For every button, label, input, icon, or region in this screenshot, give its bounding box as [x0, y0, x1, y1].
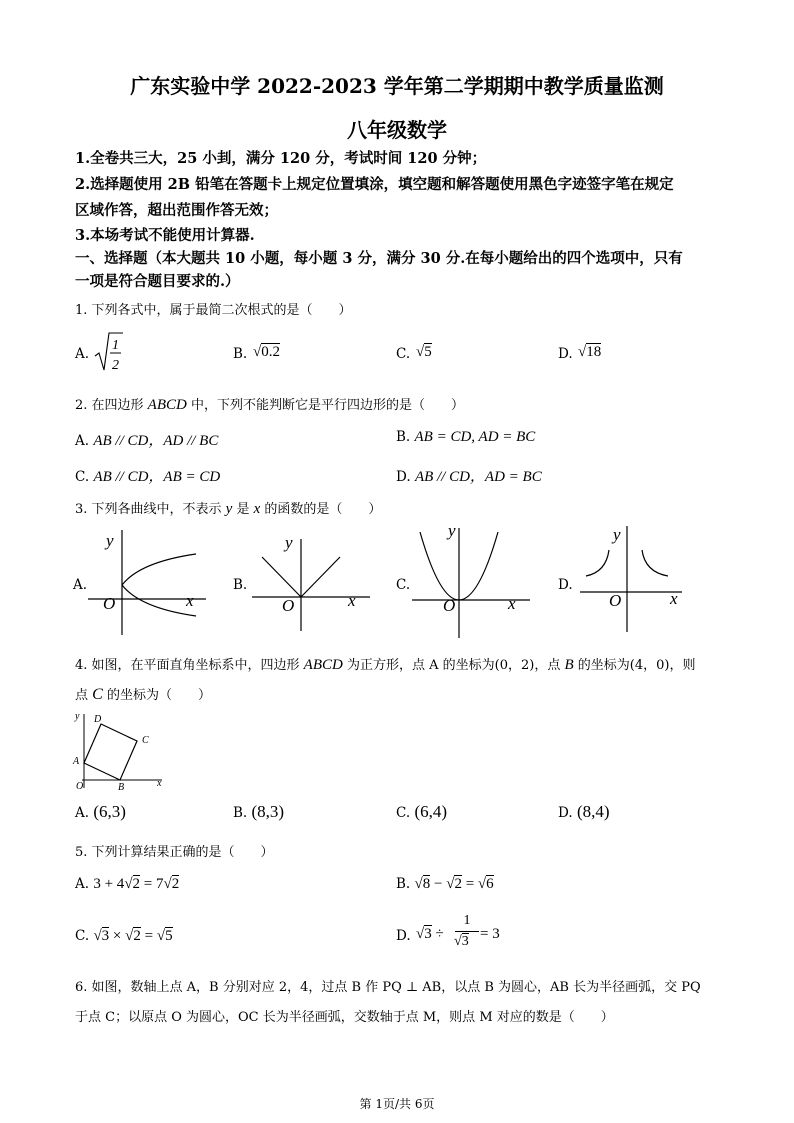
q3-option-a-label: A. [73, 577, 88, 593]
q2-option-b: B. AB = CD, AD = BC [396, 429, 536, 445]
q1-option-c-label: C. [396, 346, 411, 362]
q4-stem-line1: 4. 如图，在平面直角坐标系中，四边形 ABCD 为正方形，点 A 的坐标为(0，2)，点 B 的坐标为(4，0)，则 [75, 657, 696, 673]
q1-stem: 1. 下列各式中，属于最简二次根式的是（ ） [75, 303, 352, 318]
q4-stem-line2: 点 C 的坐标为（ ） [75, 686, 211, 703]
fig-a-label: A [73, 756, 80, 767]
q1-option-a-radical [93, 330, 125, 374]
q3-graph-b [252, 533, 372, 633]
fig-c-label: C [142, 735, 149, 746]
q5-d-rhs: = 3 [480, 926, 500, 942]
axis-y-label: y [285, 533, 293, 552]
axis-y-label: y [613, 525, 621, 544]
q4-option-a: A. (6,3) [75, 802, 126, 821]
origin-label: O [443, 596, 456, 615]
q5-option-c: C. √3 × √2 = √5 [75, 928, 173, 944]
instruction-1: 1.全卷共三大，25 小刲，满分 120 分，考试时间 120 分钟； [75, 150, 487, 167]
origin-label: O [282, 596, 295, 615]
q3-option-b-label: B. [233, 577, 248, 593]
fig-o-label: O [76, 781, 84, 792]
axis-x-label: x [186, 591, 194, 610]
q4-square-figure [70, 708, 170, 792]
axis-x-label: x [670, 589, 678, 608]
page-footer: 第 1页/共 6页 [359, 1097, 435, 1111]
axis-y-label: y [106, 531, 114, 550]
instruction-3: 3.本场考试不能使用计算器. [75, 227, 255, 244]
q1-option-b: √0.2 [253, 344, 280, 360]
q3-graph-c [412, 520, 532, 640]
q1-option-d: √18 [578, 344, 602, 360]
q5-d-fraction-num: 1 [463, 913, 471, 928]
axis-y-label: y [448, 521, 456, 540]
exam-title: 广东实验中学 2022-2023 学年第二学期期中教学质量监测 [130, 74, 664, 98]
q2-option-d: D. AB // CD，AD = BC [396, 469, 542, 485]
origin-label: O [609, 591, 622, 610]
q5-option-b: B. √8 − √2 = √6 [396, 876, 494, 892]
q1-option-b-label: B. [233, 346, 248, 362]
q5-option-a: A. 3 + 4√2 = 7√2 [75, 876, 180, 892]
q4-option-c: C. (6,4) [396, 802, 448, 821]
q6-stem-line2: 于点 C；以原点 O 为圆心，OC 长为半径画弧，交数轴于点 M，则点 M 对应的数是（ ） [75, 1010, 614, 1025]
q4-option-d: D. (8,4) [558, 802, 610, 821]
q4-option-b: B. (8,3) [233, 802, 285, 821]
q1-a-numerator: 1 [112, 338, 119, 353]
instruction-2: 2.选择题使用 2B 铅笔在答题卡上规定位置填涂，填空题和解答题使用黑色字迹签字笔在规定 [75, 176, 674, 193]
instruction-2-cont: 区域作答，超出范围作答无效； [75, 202, 278, 219]
q1-c-radicand: 5 [424, 344, 432, 360]
section-heading: 一、选择题（本大题共 10 小题，每小题 3 分，满分 30 分.在每小题给出的四个选项中，只有 [75, 250, 683, 267]
q3-graph-a [88, 522, 208, 637]
q1-option-a-label: A. [75, 346, 90, 362]
q5-d-fraction-den: √3 [454, 934, 469, 949]
q1-b-radicand: 0.2 [261, 344, 280, 360]
q5-option-d-label: D. [396, 928, 411, 944]
q2-stem: 2. 在四边形 ABCD 中，下列不能判断它是平行四边形的是（ ） [75, 397, 464, 413]
q1-option-c: √5 [416, 344, 432, 360]
q5-option-d-lhs: √3 ÷ [416, 926, 444, 942]
fig-y-label: y [75, 711, 80, 722]
axis-x-label: x [348, 591, 356, 610]
exam-subtitle: 八年级数学 [347, 118, 447, 142]
q6-stem-line1: 6. 如图，数轴上点 A，B 分别对应 2，4，过点 B 作 PQ ⊥ AB，以点 B 为圆心，AB 长为半径画弧，交 PQ [75, 980, 701, 995]
fig-b-label: B [118, 782, 125, 792]
q2-option-a: A. AB // CD，AD // BC [75, 433, 219, 449]
q2-option-c: C. AB // CD，AB = CD [75, 469, 221, 485]
q3-option-c-label: C. [396, 577, 411, 593]
axis-x-label: x [508, 594, 516, 613]
q3-graph-d [576, 520, 686, 635]
q5-stem: 5. 下列计算结果正确的是（ ） [75, 845, 274, 860]
q5-d-fraction-bar [455, 931, 479, 932]
fig-d-label: D [94, 714, 102, 725]
q1-a-denominator: 2 [112, 358, 119, 373]
q3-option-d-label: D. [558, 577, 573, 593]
q1-option-d-label: D. [558, 346, 573, 362]
fig-x-label: x [157, 778, 162, 789]
q1-d-radicand: 18 [586, 344, 602, 360]
origin-label: O [103, 594, 116, 613]
section-heading-cont: 一项是符合题目要求的.） [75, 273, 240, 290]
q3-stem: 3. 下列各曲线中，不表示 y 是 x 的函数的是（ ） [75, 501, 382, 517]
